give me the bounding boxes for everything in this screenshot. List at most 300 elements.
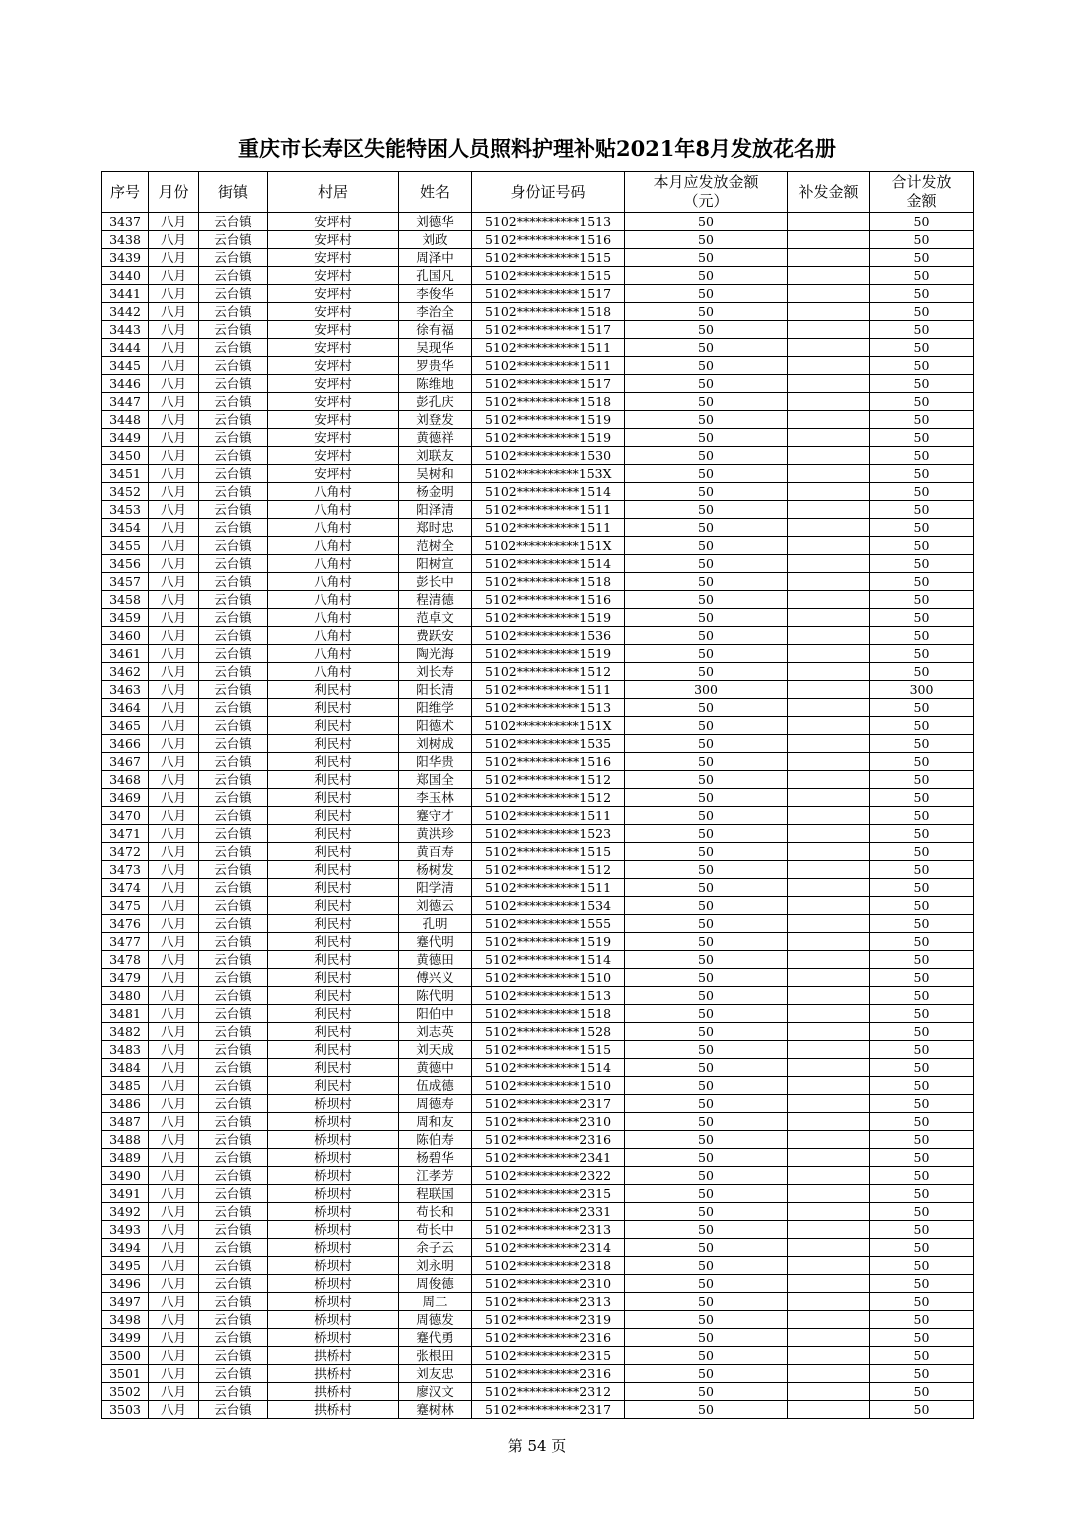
cell-month: 八月 <box>149 609 199 627</box>
cell-name: 余子云 <box>399 1239 472 1257</box>
table-row <box>102 735 974 753</box>
cell-id-number: 5102**********1513 <box>472 213 625 231</box>
cell-index: 3441 <box>102 285 149 303</box>
cell-name: 彭孔庆 <box>399 393 472 411</box>
cell-village: 安坪村 <box>268 213 399 231</box>
cell-id-number: 5102**********1518 <box>472 1005 625 1023</box>
cell-monthly-amount: 50 <box>625 663 788 681</box>
cell-index: 3500 <box>102 1347 149 1365</box>
table-row <box>102 1293 974 1311</box>
cell-index: 3503 <box>102 1401 149 1419</box>
cell-id-number: 5102**********1513 <box>472 987 625 1005</box>
cell-total-amount: 50 <box>870 1221 974 1239</box>
cell-id-number: 5102**********1510 <box>472 969 625 987</box>
table-row <box>102 1311 974 1329</box>
cell-name: 周德寿 <box>399 1095 472 1113</box>
cell-index: 3475 <box>102 897 149 915</box>
cell-index: 3497 <box>102 1293 149 1311</box>
cell-village: 利民村 <box>268 915 399 933</box>
cell-back-pay <box>788 1041 870 1059</box>
cell-month: 八月 <box>149 1401 199 1419</box>
cell-monthly-amount: 50 <box>625 519 788 537</box>
cell-total-amount: 50 <box>870 1401 974 1419</box>
cell-month: 八月 <box>149 231 199 249</box>
table-row <box>102 555 974 573</box>
cell-village: 桥坝村 <box>268 1167 399 1185</box>
cell-back-pay <box>788 735 870 753</box>
cell-month: 八月 <box>149 465 199 483</box>
cell-back-pay <box>788 1383 870 1401</box>
cell-id-number: 5102**********2314 <box>472 1239 625 1257</box>
cell-village: 利民村 <box>268 879 399 897</box>
cell-index: 3443 <box>102 321 149 339</box>
cell-month: 八月 <box>149 1059 199 1077</box>
cell-month: 八月 <box>149 897 199 915</box>
cell-id-number: 5102**********1518 <box>472 393 625 411</box>
cell-month: 八月 <box>149 987 199 1005</box>
cell-total-amount: 50 <box>870 807 974 825</box>
cell-back-pay <box>788 915 870 933</box>
cell-total-amount: 50 <box>870 1095 974 1113</box>
cell-name: 阳学清 <box>399 879 472 897</box>
cell-name: 蹇代明 <box>399 933 472 951</box>
cell-month: 八月 <box>149 1149 199 1167</box>
cell-total-amount: 50 <box>870 573 974 591</box>
table-row <box>102 1149 974 1167</box>
table-row <box>102 573 974 591</box>
cell-village: 安坪村 <box>268 447 399 465</box>
cell-month: 八月 <box>149 483 199 501</box>
cell-month: 八月 <box>149 357 199 375</box>
cell-monthly-amount: 50 <box>625 465 788 483</box>
cell-id-number: 5102**********2315 <box>472 1347 625 1365</box>
cell-village: 利民村 <box>268 771 399 789</box>
cell-monthly-amount: 50 <box>625 735 788 753</box>
cell-monthly-amount: 50 <box>625 1347 788 1365</box>
cell-total-amount: 50 <box>870 231 974 249</box>
table-row <box>102 465 974 483</box>
cell-name: 黄德田 <box>399 951 472 969</box>
cell-village: 桥坝村 <box>268 1113 399 1131</box>
cell-town: 云台镇 <box>199 231 268 249</box>
cell-total-amount: 50 <box>870 951 974 969</box>
cell-town: 云台镇 <box>199 1257 268 1275</box>
cell-back-pay <box>788 1149 870 1167</box>
cell-back-pay <box>788 843 870 861</box>
cell-id-number: 5102**********1517 <box>472 321 625 339</box>
cell-id-number: 5102**********1518 <box>472 573 625 591</box>
cell-town: 云台镇 <box>199 573 268 591</box>
cell-back-pay <box>788 303 870 321</box>
cell-back-pay <box>788 1311 870 1329</box>
cell-index: 3450 <box>102 447 149 465</box>
cell-village: 拱桥村 <box>268 1383 399 1401</box>
cell-town: 云台镇 <box>199 1275 268 1293</box>
cell-village: 安坪村 <box>268 357 399 375</box>
cell-id-number: 5102**********1555 <box>472 915 625 933</box>
cell-name: 刘志英 <box>399 1023 472 1041</box>
cell-name: 吴现华 <box>399 339 472 357</box>
table-row <box>102 717 974 735</box>
cell-index: 3438 <box>102 231 149 249</box>
cell-back-pay <box>788 537 870 555</box>
cell-month: 八月 <box>149 1293 199 1311</box>
cell-index: 3470 <box>102 807 149 825</box>
cell-monthly-amount: 50 <box>625 249 788 267</box>
cell-index: 3461 <box>102 645 149 663</box>
cell-total-amount: 50 <box>870 357 974 375</box>
cell-id-number: 5102**********1514 <box>472 1059 625 1077</box>
cell-back-pay <box>788 1167 870 1185</box>
cell-town: 云台镇 <box>199 933 268 951</box>
cell-id-number: 5102**********1514 <box>472 951 625 969</box>
cell-name: 廖汉文 <box>399 1383 472 1401</box>
cell-monthly-amount: 50 <box>625 591 788 609</box>
cell-id-number: 5102**********1534 <box>472 897 625 915</box>
cell-back-pay <box>788 627 870 645</box>
cell-total-amount: 50 <box>870 1203 974 1221</box>
cell-total-amount: 50 <box>870 609 974 627</box>
cell-name: 刘德云 <box>399 897 472 915</box>
table-row <box>102 1239 974 1257</box>
cell-month: 八月 <box>149 393 199 411</box>
cell-village: 桥坝村 <box>268 1131 399 1149</box>
cell-town: 云台镇 <box>199 1203 268 1221</box>
cell-index: 3460 <box>102 627 149 645</box>
cell-index: 3492 <box>102 1203 149 1221</box>
cell-total-amount: 50 <box>870 519 974 537</box>
cell-back-pay <box>788 1275 870 1293</box>
cell-village: 八角村 <box>268 537 399 555</box>
cell-total-amount: 50 <box>870 969 974 987</box>
table-row <box>102 447 974 465</box>
cell-back-pay <box>788 501 870 519</box>
table-row <box>102 1185 974 1203</box>
cell-monthly-amount: 50 <box>625 1077 788 1095</box>
cell-name: 蹇代勇 <box>399 1329 472 1347</box>
cell-monthly-amount: 50 <box>625 897 788 915</box>
cell-village: 利民村 <box>268 1041 399 1059</box>
cell-name: 杨金明 <box>399 483 472 501</box>
cell-id-number: 5102**********2310 <box>472 1275 625 1293</box>
cell-month: 八月 <box>149 951 199 969</box>
cell-total-amount: 50 <box>870 249 974 267</box>
cell-total-amount: 50 <box>870 1185 974 1203</box>
table-row <box>102 375 974 393</box>
cell-monthly-amount: 50 <box>625 1041 788 1059</box>
cell-index: 3471 <box>102 825 149 843</box>
cell-back-pay <box>788 1329 870 1347</box>
cell-name: 黄百寿 <box>399 843 472 861</box>
cell-id-number: 5102**********2318 <box>472 1257 625 1275</box>
cell-id-number: 5102**********1514 <box>472 555 625 573</box>
cell-index: 3484 <box>102 1059 149 1077</box>
cell-id-number: 5102**********1519 <box>472 429 625 447</box>
cell-id-number: 5102**********2331 <box>472 1203 625 1221</box>
cell-total-amount: 50 <box>870 1329 974 1347</box>
cell-index: 3455 <box>102 537 149 555</box>
cell-monthly-amount: 50 <box>625 1401 788 1419</box>
cell-total-amount: 50 <box>870 1239 974 1257</box>
cell-town: 云台镇 <box>199 987 268 1005</box>
cell-back-pay <box>788 1023 870 1041</box>
cell-index: 3465 <box>102 717 149 735</box>
cell-back-pay <box>788 573 870 591</box>
cell-id-number: 5102**********1536 <box>472 627 625 645</box>
table-row <box>102 1095 974 1113</box>
cell-monthly-amount: 50 <box>625 1257 788 1275</box>
cell-monthly-amount: 50 <box>625 537 788 555</box>
cell-id-number: 5102**********2319 <box>472 1311 625 1329</box>
cell-monthly-amount: 50 <box>625 1293 788 1311</box>
cell-monthly-amount: 50 <box>625 303 788 321</box>
cell-total-amount: 50 <box>870 1023 974 1041</box>
cell-back-pay <box>788 1077 870 1095</box>
cell-town: 云台镇 <box>199 591 268 609</box>
cell-index: 3459 <box>102 609 149 627</box>
cell-index: 3485 <box>102 1077 149 1095</box>
cell-town: 云台镇 <box>199 771 268 789</box>
cell-town: 云台镇 <box>199 285 268 303</box>
cell-back-pay <box>788 1185 870 1203</box>
cell-id-number: 5102**********1514 <box>472 483 625 501</box>
cell-village: 安坪村 <box>268 249 399 267</box>
cell-index: 3451 <box>102 465 149 483</box>
cell-index: 3502 <box>102 1383 149 1401</box>
table-row <box>102 1113 974 1131</box>
table-row <box>102 933 974 951</box>
cell-total-amount: 50 <box>870 285 974 303</box>
cell-village: 八角村 <box>268 609 399 627</box>
cell-back-pay <box>788 645 870 663</box>
cell-index: 3499 <box>102 1329 149 1347</box>
cell-monthly-amount: 50 <box>625 285 788 303</box>
cell-village: 利民村 <box>268 951 399 969</box>
cell-id-number: 5102**********1523 <box>472 825 625 843</box>
cell-back-pay <box>788 339 870 357</box>
cell-back-pay <box>788 465 870 483</box>
cell-month: 八月 <box>149 771 199 789</box>
cell-total-amount: 50 <box>870 735 974 753</box>
cell-town: 云台镇 <box>199 735 268 753</box>
col-header-back-pay: 补发金额 <box>788 172 870 213</box>
table-row <box>102 1221 974 1239</box>
cell-total-amount: 50 <box>870 861 974 879</box>
cell-name: 李俊华 <box>399 285 472 303</box>
cell-name: 刘永明 <box>399 1257 472 1275</box>
cell-back-pay <box>788 555 870 573</box>
cell-name: 傅兴义 <box>399 969 472 987</box>
cell-back-pay <box>788 1221 870 1239</box>
cell-town: 云台镇 <box>199 753 268 771</box>
table-row <box>102 969 974 987</box>
cell-town: 云台镇 <box>199 717 268 735</box>
cell-total-amount: 50 <box>870 303 974 321</box>
cell-monthly-amount: 50 <box>625 825 788 843</box>
cell-monthly-amount: 50 <box>625 447 788 465</box>
cell-total-amount: 50 <box>870 1167 974 1185</box>
cell-index: 3477 <box>102 933 149 951</box>
cell-id-number: 5102**********1519 <box>472 645 625 663</box>
table-row <box>102 789 974 807</box>
cell-town: 云台镇 <box>199 267 268 285</box>
cell-village: 八角村 <box>268 501 399 519</box>
cell-back-pay <box>788 753 870 771</box>
cell-index: 3454 <box>102 519 149 537</box>
cell-month: 八月 <box>149 915 199 933</box>
cell-monthly-amount: 50 <box>625 1095 788 1113</box>
table-row <box>102 213 974 231</box>
cell-month: 八月 <box>149 1329 199 1347</box>
cell-name: 郑时忠 <box>399 519 472 537</box>
cell-month: 八月 <box>149 1347 199 1365</box>
cell-index: 3452 <box>102 483 149 501</box>
cell-month: 八月 <box>149 519 199 537</box>
cell-id-number: 5102**********1519 <box>472 411 625 429</box>
cell-town: 云台镇 <box>199 501 268 519</box>
cell-id-number: 5102**********1528 <box>472 1023 625 1041</box>
cell-index: 3489 <box>102 1149 149 1167</box>
cell-back-pay <box>788 825 870 843</box>
cell-town: 云台镇 <box>199 699 268 717</box>
cell-monthly-amount: 50 <box>625 1023 788 1041</box>
table-row <box>102 1401 974 1419</box>
cell-back-pay <box>788 1005 870 1023</box>
cell-total-amount: 50 <box>870 1365 974 1383</box>
cell-village: 安坪村 <box>268 429 399 447</box>
cell-total-amount: 50 <box>870 1347 974 1365</box>
cell-monthly-amount: 50 <box>625 555 788 573</box>
cell-name: 杨树发 <box>399 861 472 879</box>
cell-town: 云台镇 <box>199 861 268 879</box>
cell-back-pay <box>788 1059 870 1077</box>
cell-total-amount: 50 <box>870 591 974 609</box>
roster-body <box>102 213 974 1419</box>
table-row <box>102 879 974 897</box>
cell-name: 程清德 <box>399 591 472 609</box>
cell-back-pay <box>788 267 870 285</box>
table-row <box>102 483 974 501</box>
cell-town: 云台镇 <box>199 825 268 843</box>
cell-name: 阳华贵 <box>399 753 472 771</box>
cell-village: 安坪村 <box>268 267 399 285</box>
cell-name: 孔国凡 <box>399 267 472 285</box>
table-row <box>102 897 974 915</box>
cell-id-number: 5102**********1516 <box>472 231 625 249</box>
table-row <box>102 915 974 933</box>
cell-monthly-amount: 50 <box>625 987 788 1005</box>
cell-back-pay <box>788 393 870 411</box>
cell-id-number: 5102**********2317 <box>472 1401 625 1419</box>
cell-monthly-amount: 50 <box>625 627 788 645</box>
cell-index: 3498 <box>102 1311 149 1329</box>
cell-index: 3487 <box>102 1113 149 1131</box>
cell-monthly-amount: 50 <box>625 429 788 447</box>
cell-name: 苟长和 <box>399 1203 472 1221</box>
cell-back-pay <box>788 213 870 231</box>
cell-name: 刘树成 <box>399 735 472 753</box>
cell-name: 阳树宣 <box>399 555 472 573</box>
cell-town: 云台镇 <box>199 1185 268 1203</box>
cell-month: 八月 <box>149 501 199 519</box>
cell-village: 桥坝村 <box>268 1329 399 1347</box>
cell-month: 八月 <box>149 1257 199 1275</box>
cell-index: 3464 <box>102 699 149 717</box>
cell-total-amount: 50 <box>870 1131 974 1149</box>
cell-id-number: 5102**********1519 <box>472 609 625 627</box>
cell-month: 八月 <box>149 1023 199 1041</box>
cell-month: 八月 <box>149 933 199 951</box>
cell-total-amount: 50 <box>870 1293 974 1311</box>
cell-name: 黄德中 <box>399 1059 472 1077</box>
cell-id-number: 5102**********2313 <box>472 1221 625 1239</box>
cell-village: 利民村 <box>268 735 399 753</box>
table-row <box>102 429 974 447</box>
table-row <box>102 645 974 663</box>
cell-total-amount: 50 <box>870 933 974 951</box>
cell-month: 八月 <box>149 1041 199 1059</box>
cell-month: 八月 <box>149 627 199 645</box>
cell-back-pay <box>788 1113 870 1131</box>
cell-monthly-amount: 50 <box>625 1275 788 1293</box>
cell-index: 3457 <box>102 573 149 591</box>
cell-back-pay <box>788 789 870 807</box>
cell-index: 3473 <box>102 861 149 879</box>
cell-index: 3490 <box>102 1167 149 1185</box>
cell-id-number: 5102**********153X <box>472 465 625 483</box>
cell-index: 3456 <box>102 555 149 573</box>
cell-month: 八月 <box>149 339 199 357</box>
table-row <box>102 987 974 1005</box>
table-row <box>102 249 974 267</box>
cell-monthly-amount: 50 <box>625 645 788 663</box>
cell-village: 利民村 <box>268 681 399 699</box>
cell-index: 3467 <box>102 753 149 771</box>
cell-town: 云台镇 <box>199 213 268 231</box>
cell-name: 彭长中 <box>399 573 472 591</box>
cell-index: 3479 <box>102 969 149 987</box>
table-row <box>102 681 974 699</box>
table-row <box>102 1365 974 1383</box>
cell-town: 云台镇 <box>199 555 268 573</box>
cell-month: 八月 <box>149 1239 199 1257</box>
cell-village: 桥坝村 <box>268 1257 399 1275</box>
cell-monthly-amount: 300 <box>625 681 788 699</box>
cell-name: 周和友 <box>399 1113 472 1131</box>
cell-back-pay <box>788 933 870 951</box>
cell-village: 桥坝村 <box>268 1293 399 1311</box>
cell-back-pay <box>788 411 870 429</box>
cell-monthly-amount: 50 <box>625 933 788 951</box>
cell-village: 八角村 <box>268 645 399 663</box>
cell-total-amount: 300 <box>870 681 974 699</box>
cell-town: 云台镇 <box>199 663 268 681</box>
cell-village: 利民村 <box>268 861 399 879</box>
cell-id-number: 5102**********1513 <box>472 699 625 717</box>
cell-name: 刘登发 <box>399 411 472 429</box>
cell-village: 桥坝村 <box>268 1203 399 1221</box>
cell-index: 3469 <box>102 789 149 807</box>
cell-monthly-amount: 50 <box>625 807 788 825</box>
cell-total-amount: 50 <box>870 825 974 843</box>
cell-town: 云台镇 <box>199 465 268 483</box>
cell-back-pay <box>788 429 870 447</box>
cell-id-number: 5102**********1510 <box>472 1077 625 1095</box>
cell-back-pay <box>788 375 870 393</box>
cell-town: 云台镇 <box>199 1239 268 1257</box>
cell-name: 刘天成 <box>399 1041 472 1059</box>
table-row <box>102 1023 974 1041</box>
